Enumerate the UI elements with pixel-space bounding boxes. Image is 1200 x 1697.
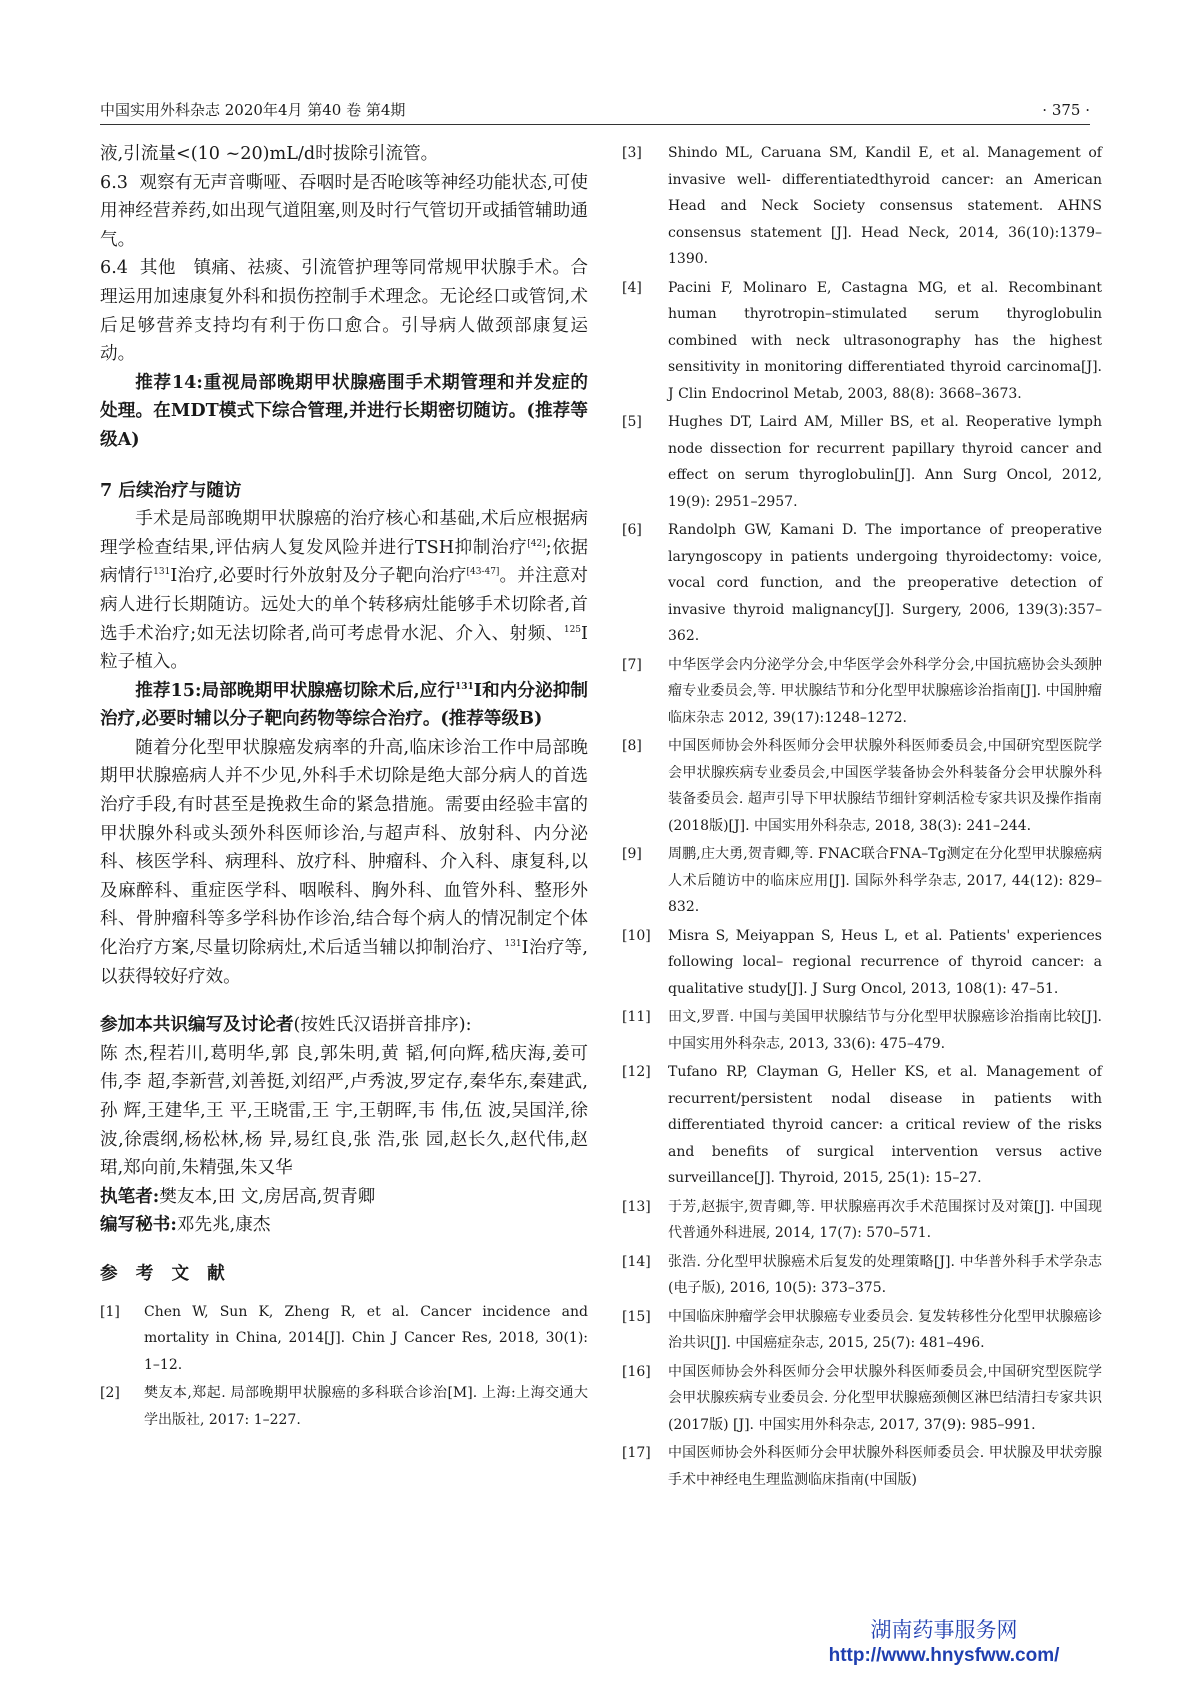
reference-text: 周鹏,庄大勇,贺青卿,等. FNAC联合FNA–Tg测定在分化型甲状腺癌病人术后随访中的临床应用[J]. 国际外科学杂志, 2017, 44(12): 829–832.	[668, 846, 1102, 915]
contributors-note: (按姓氏汉语拼音排序):	[293, 1015, 472, 1036]
reference-item	[622, 409, 1102, 515]
subsection-6-4	[100, 254, 588, 368]
page-number: · 375 ·	[1042, 101, 1090, 119]
references-heading: 参 考 文 献	[100, 1262, 231, 1284]
reference-number: [5]	[622, 414, 642, 430]
reference-item	[622, 841, 1102, 921]
reference-number: [10]	[622, 927, 651, 944]
reference-text: 中国医师协会外科医师分会甲状腺外科医师委员会. 甲状腺及甲状旁腺手术中神经电生理监测临床指南(中国版)	[668, 1445, 1102, 1488]
reference-text: 于芳,赵振宇,贺青卿,等. 甲状腺癌再次手术范围探讨及对策[J]. 中国现代普通外科进展, 2014, 17(7): 570–571.	[668, 1198, 1102, 1241]
reference-number: [6]	[622, 522, 642, 538]
contributors-heading: 参加本共识编写及讨论者(按姓氏汉语拼音排序):	[100, 1014, 472, 1036]
reference-text: Pacini F, Molinaro E, Castagna MG, et al. Recombinant human thyrotropin–stimulated serum thyroglobulin combined with neck ultrasonography has the highest sensitivity in monitoring differentiated thyroid carcinoma[J]. J Clin Endocrinol Metab, 2003, 88(8): 3668–3673.	[668, 279, 1102, 402]
reference-item	[622, 1440, 1102, 1493]
left-column	[100, 140, 588, 1435]
paragraph-followup: 手术是局部晚期甲状腺癌的治疗核心和基础,术后应根据病理学检查结果,评估病人复发风险并进行TSH抑制治疗[42];依据病情行$^{131}$I治疗,必要时行外放射及分子靶向治疗[43-47]。并注意对病人进行长期随访。远处大的单个转移病灶能够手术切除者,首选手术治疗;如无法切除者,尚可考虑骨水泥、介入、射频、$^{125}$I粒子植入。	[100, 509, 588, 673]
isotope-superscript: 131	[455, 681, 474, 692]
reference-number: [16]	[622, 1363, 651, 1380]
recommendation-14: 推荐14:重视局部晚期甲状腺癌围手术期管理和并发症的处理。在MDT模式下综合管理,并进行长期密切随访。(推荐等级A)	[100, 371, 588, 450]
section-7-heading: 7 后续治疗与随访	[100, 479, 242, 501]
reference-number: [9]	[622, 846, 642, 862]
reference-list-right	[622, 140, 1102, 1493]
reference-item	[622, 1359, 1102, 1439]
reference-text: 樊友本,郑起. 局部晚期甲状腺癌的多科联合诊治[M]. 上海:上海交通大学出版社, 2017: 1–227.	[144, 1385, 588, 1428]
reference-item	[622, 652, 1102, 732]
reference-number: [13]	[622, 1198, 651, 1215]
watermark-site-name: 湖南药事服务网	[870, 1618, 1018, 1642]
reference-item	[622, 1249, 1102, 1302]
contributors-list: 陈 杰,程若川,葛明华,郭 良,郭朱明,黄 韬,何向辉,嵇庆海,姜可伟,李 超,李新营,刘善挺,刘绍严,卢秀波,罗定存,秦华东,秦建武,孙 辉,王建华,王 平,王晓雷,王 宇,王朝晖,韦 伟,伍 波,吴国洋,徐 波,徐震纲,杨松林,杨 异,易红良,张 浩,张 园,赵长久,赵代伟,赵 珺,郑向前,朱精强,朱又华	[100, 1043, 588, 1179]
site-watermark	[788, 1617, 1100, 1669]
reference-text: 张浩. 分化型甲状腺癌术后复发的处理策略[J]. 中华普外科手术学杂志(电子版), 2016, 10(5): 373–375.	[668, 1253, 1102, 1296]
reference-text: Randolph GW, Kamani D. The importance of preoperative laryngoscopy in patients undergoing thyroidectomy: voice, vocal cord function, and the preoperative detection of invasive thyroid malignancy[J]. Surgery, 2006, 139(3):357–362.	[668, 522, 1102, 644]
isotope-superscript: 131	[504, 939, 522, 950]
reference-number: [15]	[622, 1308, 651, 1325]
reference-number: [8]	[622, 738, 642, 754]
subsection-text: 观察有无声音嘶哑、吞咽时是否呛咳等神经功能状态,可使用神经营养药,如出现气道阻塞,则及时行气管切开或插管辅助通气。	[100, 172, 588, 250]
reference-item	[622, 517, 1102, 650]
reference-item	[622, 923, 1102, 1003]
reference-text: 中国医师协会外科医师分会甲状腺外科医师委员会,中国研究型医院学会甲状腺疾病专业委员会. 分化型甲状腺癌颈侧区淋巴结清扫专家共识(2017版) [J]. 中国实用外科杂志, 2017, 37(9): 985–991.	[668, 1363, 1102, 1433]
reference-text: Shindo ML, Caruana SM, Kandil E, et al. Management of invasive well- differentiatedthyroid cancer: an American Head and Neck Society consensus statement. AHNS consensus statement [J]. Head Neck, 2014, 36(10):1379–1390.	[668, 145, 1102, 267]
reference-number: [14]	[622, 1253, 651, 1270]
reference-number: [17]	[622, 1445, 651, 1461]
running-header	[100, 99, 1090, 123]
subsection-6-3	[100, 169, 588, 255]
paragraph-drainage: 液,引流量<(10 ~20)mL/d时拔除引流管。	[100, 144, 439, 164]
reference-text: Tufano RP, Clayman G, Heller KS, et al. Management of recurrent/persistent nodal disease in patients with differentiated thyroid cancer: a critical review of the risks and benefits of surgical intervention versus active surveillance[J]. Thyroid, 2015, 25(1): 15–27.	[668, 1064, 1102, 1186]
right-column	[622, 140, 1102, 1495]
reference-number: [12]	[622, 1064, 651, 1080]
reference-text: 中华医学会内分泌学分会,中华医学会外科学分会,中国抗癌协会头颈肿瘤专业委员会,等. 甲状腺结节和分化型甲状腺癌诊治指南[J]. 中国肿瘤临床杂志 2012, 39(17):1248–1272.	[668, 656, 1102, 726]
subsection-label: 其他	[139, 258, 176, 279]
reference-item	[622, 1304, 1102, 1357]
paragraph-multidisciplinary: 随着分化型甲状腺癌发病率的升高,临床诊治工作中局部晚期甲状腺癌病人并不少见,外科手术切除是绝大部分病人的首选治疗手段,有时甚至是挽救生命的紧急措施。需要由经验丰富的甲状腺外科或头颈外科医师诊治,与超声科、放射科、内分泌科、核医学科、病理科、放疗科、肿瘤科、介入科、康复科,以及麻醉科、重症医学科、咽喉科、胸外科、血管外科、整形外科、骨肿瘤科等多学科协作诊治,结合每个病人的情况制定个体化治疗方案,尽量切除病灶,术后适当辅以抑制治疗、$^{131}$I治疗等,以获得较好疗效。	[100, 737, 588, 987]
reference-item	[622, 1194, 1102, 1247]
secretary-line: 编写秘书:邓先兆,康杰	[100, 1214, 271, 1236]
reference-number: [11]	[622, 1009, 651, 1025]
isotope-superscript: 125	[563, 624, 582, 635]
reference-item	[622, 140, 1102, 273]
citation: [42]	[527, 538, 546, 549]
reference-text: Chen W, Sun K, Zheng R, et al. Cancer incidence and mortality in China, 2014[J]. Chin J Cancer Res, 2018, 30(1): 1–12.	[144, 1303, 588, 1373]
reference-item	[100, 1380, 588, 1433]
subsection-number: 6.4	[100, 258, 128, 279]
reference-text: 中国临床肿瘤学会甲状腺癌专业委员会. 复发转移性分化型甲状腺癌诊治共识[J]. 中国癌症杂志, 2015, 25(7): 481–496.	[668, 1308, 1102, 1351]
recommendation-15: 推荐15:局部晚期甲状腺癌切除术后,应行$^{131}$I和内分泌抑制治疗,必要时辅以分子靶向药物等综合治疗。(推荐等级B)	[100, 679, 588, 730]
writers-line: 执笔者:樊友本,田 文,房居高,贺青卿	[100, 1185, 376, 1207]
reference-text: 田文,罗晋. 中国与美国甲状腺结节与分化型甲状腺癌诊治指南比较[J]. 中国实用外科杂志, 2013, 33(6): 475–479.	[668, 1009, 1102, 1052]
reference-text: Misra S, Meiyappan S, Heus L, et al. Patients' experiences following local– regional recurrence of thyroid cancer: a qualitative study[J]. J Surg Oncol, 2013, 108(1): 47–51.	[668, 927, 1102, 997]
reference-item	[622, 1059, 1102, 1192]
header-rule	[100, 124, 1090, 125]
reference-list-left	[100, 1299, 588, 1434]
reference-item	[622, 733, 1102, 839]
reference-item	[100, 1299, 588, 1379]
reference-number: [3]	[622, 145, 642, 161]
reference-number: [2]	[100, 1385, 120, 1402]
journal-info: 中国实用外科杂志 2020年4月 第40 卷 第4期	[100, 101, 406, 119]
reference-item	[622, 275, 1102, 408]
reference-text: Hughes DT, Laird AM, Miller BS, et al. Reoperative lymph node dissection for recurrent papillary thyroid cancer and effect on serum thyroglobulin[J]. Ann Surg Oncol, 2012, 19(9): 2951–2957.	[668, 414, 1102, 510]
reference-number: [7]	[622, 656, 642, 673]
reference-number: [4]	[622, 279, 642, 296]
watermark-url[interactable]: http://www.hnysfww.com/	[828, 1645, 1060, 1666]
reference-text: 中国医师协会外科医师分会甲状腺外科医师委员会,中国研究型医院学会甲状腺疾病专业委员会,中国医学装备协会外科装备分会甲状腺外科装备委员会. 超声引导下甲状腺结节细针穿刺活检专家共识及操作指南(2018版)[J]. 中国实用外科杂志, 2018, 38(3): 241–244.	[668, 738, 1102, 834]
isotope-superscript: 131	[153, 567, 171, 578]
reference-item	[622, 1004, 1102, 1057]
reference-number: [1]	[100, 1303, 120, 1320]
subsection-text: 镇痛、祛痰、引流管护理等同常规甲状腺手术。合理运用加速康复外科和损伤控制手术理念。无论经口或管饲,术后足够营养支持均有利于伤口愈合。引导病人做颈部康复运动。	[100, 258, 588, 365]
subsection-number: 6.3	[100, 172, 128, 193]
citation: [43-47]	[466, 567, 500, 578]
